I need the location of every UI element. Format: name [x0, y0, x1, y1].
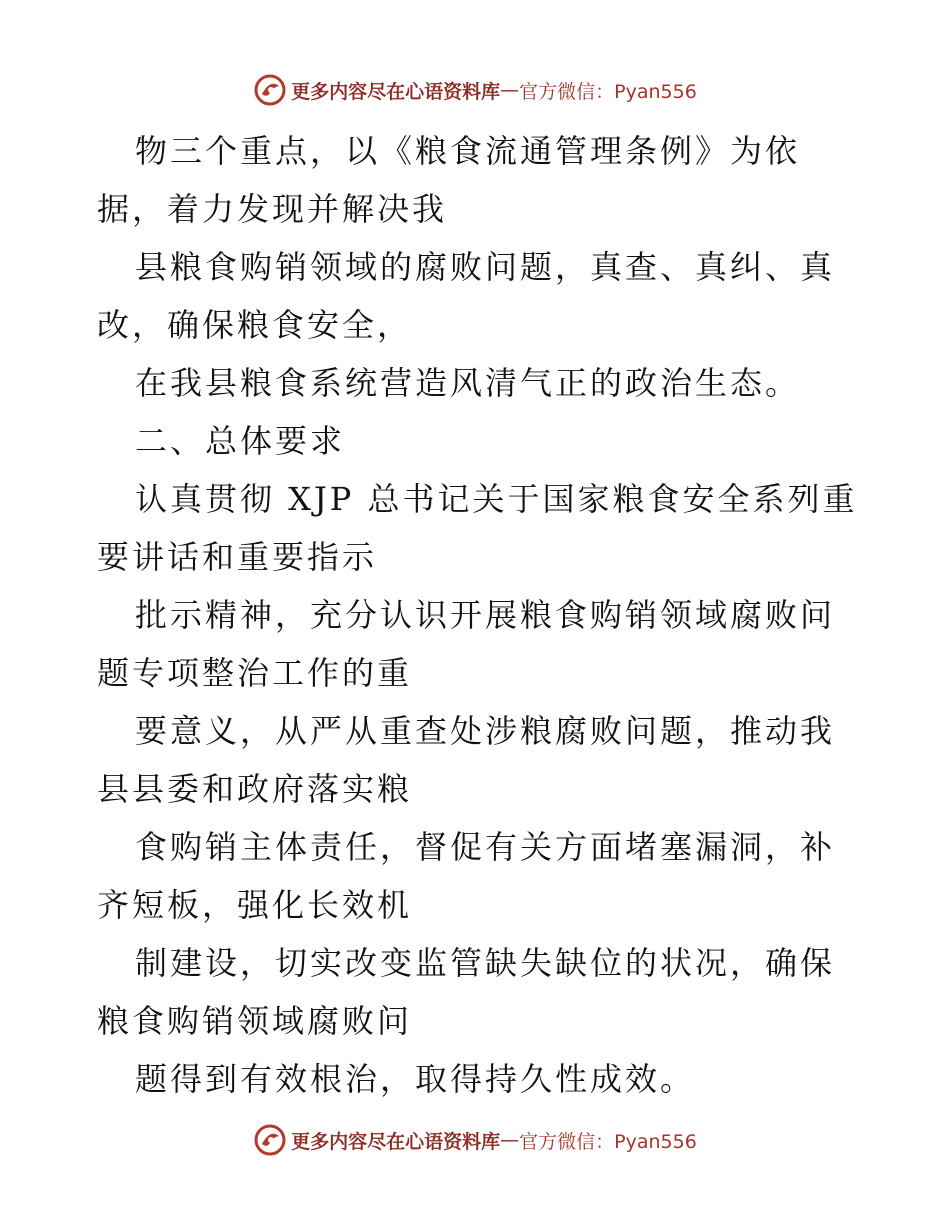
paragraph: 食购销主体责任，督促有关方面堵塞漏洞，补齐短板，强化长效机	[97, 828, 836, 924]
paragraph: 在我县粮食系统营造风清气正的政治生态。	[135, 364, 801, 402]
document-body	[97, 122, 867, 1108]
paragraph: 制建设，切实改变监管缺失缺位的状况，确保粮食购销领域腐败问	[97, 944, 836, 1040]
paragraph: 认真贯彻 XJP 总书记关于国家粮食安全系列重要讲话和重要指示	[97, 480, 858, 576]
paragraph: 物三个重点，以《粮食流通管理条例》为依据，着力发现并解决我	[97, 132, 801, 228]
banner-wechat-text: 官方微信：Pyan556	[519, 1130, 697, 1153]
paragraph: 批示精神，充分认识开展粮食购销领域腐败问题专项整治工作的重	[97, 596, 836, 692]
swirl-logo-icon	[253, 1123, 287, 1157]
footer-banner	[0, 1120, 950, 1160]
section-heading: 二、总体要求	[135, 422, 346, 460]
header-banner	[0, 70, 950, 110]
banner-dash: —	[500, 79, 520, 101]
swirl-logo-icon	[253, 73, 287, 107]
paragraph: 要意义，从严从重查处涉粮腐败问题，推动我县县委和政府落实粮	[97, 712, 836, 808]
paragraph: 县粮食购销领域的腐败问题，真查、真纠、真改，确保粮食安全，	[97, 248, 836, 344]
banner-main-text: 更多内容尽在心语资料库	[291, 1130, 501, 1153]
paragraph: 题得到有效根治，取得持久性成效。	[135, 1060, 696, 1098]
banner-main-text: 更多内容尽在心语资料库	[291, 80, 501, 103]
banner-dash: —	[500, 1129, 520, 1151]
banner-wechat-text: 官方微信：Pyan556	[519, 80, 697, 103]
